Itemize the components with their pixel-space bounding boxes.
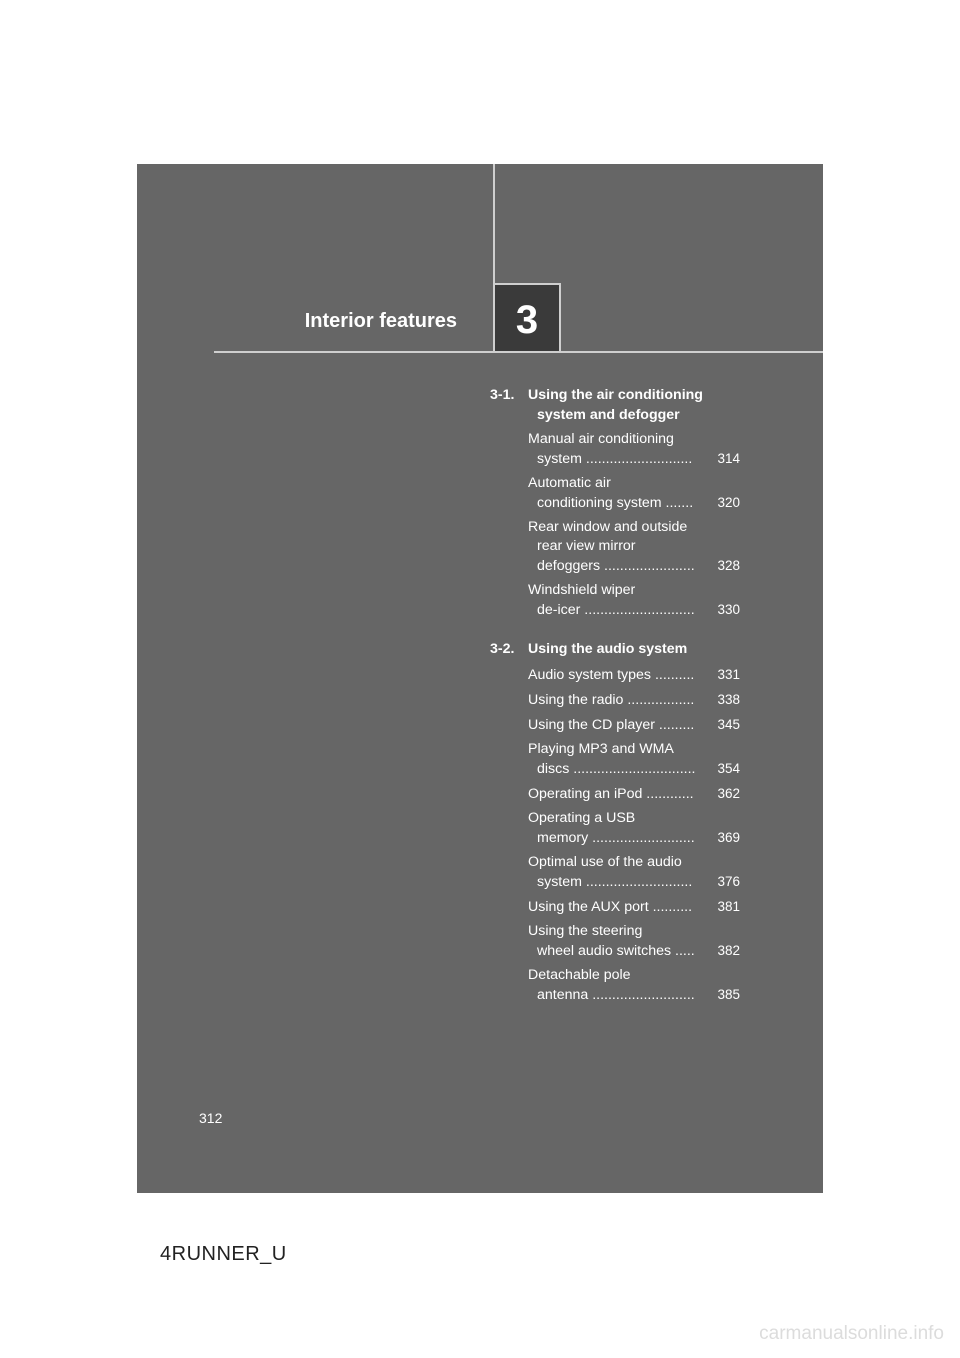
toc-entry-title-line: Automatic air xyxy=(528,475,611,491)
toc-entry-title-line: Optimal use of the audio xyxy=(528,853,682,870)
toc-entry-last-row xyxy=(528,872,740,892)
chapter-number-badge: 3 xyxy=(493,283,561,351)
toc-entry-page-number: 354 xyxy=(717,760,740,776)
toc-group-heading-line: system and defogger xyxy=(537,406,680,423)
toc-entry-last-row xyxy=(528,600,740,620)
toc-entry-link[interactable] xyxy=(528,922,740,961)
toc-group xyxy=(490,386,740,620)
toc-entry-title-line: discs ............................... xyxy=(537,760,696,777)
toc-group xyxy=(490,640,740,1005)
toc-entry-page-number: 330 xyxy=(717,602,740,617)
toc-entry-link[interactable] xyxy=(528,518,740,576)
toc-entry-page-number: 320 xyxy=(717,495,740,510)
toc-entry-link[interactable] xyxy=(528,853,740,892)
toc-entry-title-line: Using the steering xyxy=(528,922,643,939)
watermark: carmanualsonline.info xyxy=(759,1323,944,1344)
toc-group-heading xyxy=(528,386,740,425)
toc-entry-title-line: rear view mirror xyxy=(537,538,636,554)
toc-entry-link[interactable] xyxy=(528,474,740,513)
toc-entry-title-line: Using the radio ................. xyxy=(528,691,695,708)
toc-entry-page-number: 345 xyxy=(717,716,740,732)
toc-entry-title-line: antenna .......................... xyxy=(537,986,695,1003)
toc-group-heading-line: Using the air conditioning xyxy=(528,387,703,403)
toc-entry-title-line: Rear window and outside xyxy=(528,519,688,535)
toc-entry-title-line: Using the AUX port .......... xyxy=(528,898,693,915)
toc-group-number: 3-1. xyxy=(490,387,515,403)
toc-entry-title-line: Audio system types .......... xyxy=(528,666,695,683)
toc-group-number: 3-2. xyxy=(490,641,515,657)
toc-entry-title-line: wheel audio switches ..... xyxy=(537,942,695,959)
toc-entry-page-number: 369 xyxy=(717,829,740,845)
toc-entry-last-row xyxy=(528,828,740,848)
toc-entry-page-number: 362 xyxy=(717,785,740,801)
toc-entry-page-number: 376 xyxy=(717,873,740,889)
toc-group-heading xyxy=(528,640,740,660)
toc-entry-title-line: Operating an iPod ............ xyxy=(528,785,694,802)
table-of-contents xyxy=(490,386,740,1025)
toc-group-header xyxy=(490,386,740,425)
toc-entry-last-row xyxy=(528,556,740,576)
toc-entry-link[interactable] xyxy=(528,430,740,469)
toc-entry-page-number: 338 xyxy=(717,691,740,707)
page-number: 312 xyxy=(199,1110,223,1126)
toc-entry-title-line: defoggers ....................... xyxy=(537,558,695,574)
toc-entry-last-row xyxy=(528,449,740,469)
toc-entry-page-number: 382 xyxy=(717,942,740,958)
toc-entry-link[interactable] xyxy=(528,809,740,848)
toc-entry-last-row xyxy=(528,985,740,1005)
toc-entry-title-line: Operating a USB xyxy=(528,809,636,826)
toc-entry-page-number: 385 xyxy=(717,986,740,1002)
toc-entry-link[interactable] xyxy=(528,966,740,1005)
toc-entry-title-line: Detachable pole xyxy=(528,966,631,983)
toc-entry-last-row xyxy=(528,715,740,735)
toc-entry-last-row xyxy=(528,784,740,804)
header-divider-vertical xyxy=(493,164,495,284)
toc-group-heading-line: Using the audio system xyxy=(528,641,688,657)
toc-entry-title-line: Manual air conditioning xyxy=(528,431,674,447)
toc-entry-title-line: system ........................... xyxy=(537,873,693,890)
toc-entry-link[interactable] xyxy=(528,690,740,710)
toc-entry-last-row xyxy=(528,897,740,917)
toc-entry-page-number: 314 xyxy=(717,451,740,466)
toc-entry-link[interactable] xyxy=(528,784,740,804)
toc-entry-title-line: system ........................... xyxy=(537,451,693,467)
toc-entry-page-number: 381 xyxy=(717,898,740,914)
toc-entry-link[interactable] xyxy=(528,715,740,735)
toc-entry-title-line: memory .......................... xyxy=(537,829,695,846)
toc-entry-title-line: de-icer ............................ xyxy=(537,602,695,618)
toc-entry-link[interactable] xyxy=(528,581,740,620)
section-title: Interior features xyxy=(304,310,457,332)
toc-entry-title-line: Using the CD player ......... xyxy=(528,716,695,733)
toc-entry-title-line: Playing MP3 and WMA xyxy=(528,740,674,757)
toc-entry-link[interactable] xyxy=(528,740,740,779)
toc-entry-last-row xyxy=(528,941,740,961)
toc-entry-last-row xyxy=(528,493,740,513)
toc-entry-page-number: 331 xyxy=(717,666,740,682)
footer-code: 4RUNNER_U xyxy=(160,1243,287,1265)
toc-entry-link[interactable] xyxy=(528,897,740,917)
toc-group-header xyxy=(490,640,740,660)
toc-entry-title-line: conditioning system ....... xyxy=(537,495,694,511)
toc-entry-link[interactable] xyxy=(528,665,740,685)
toc-entry-last-row xyxy=(528,690,740,710)
toc-entry-last-row xyxy=(528,665,740,685)
toc-entry-title-line: Windshield wiper xyxy=(528,582,636,598)
toc-entry-page-number: 328 xyxy=(717,558,740,573)
toc-entry-last-row xyxy=(528,759,740,779)
